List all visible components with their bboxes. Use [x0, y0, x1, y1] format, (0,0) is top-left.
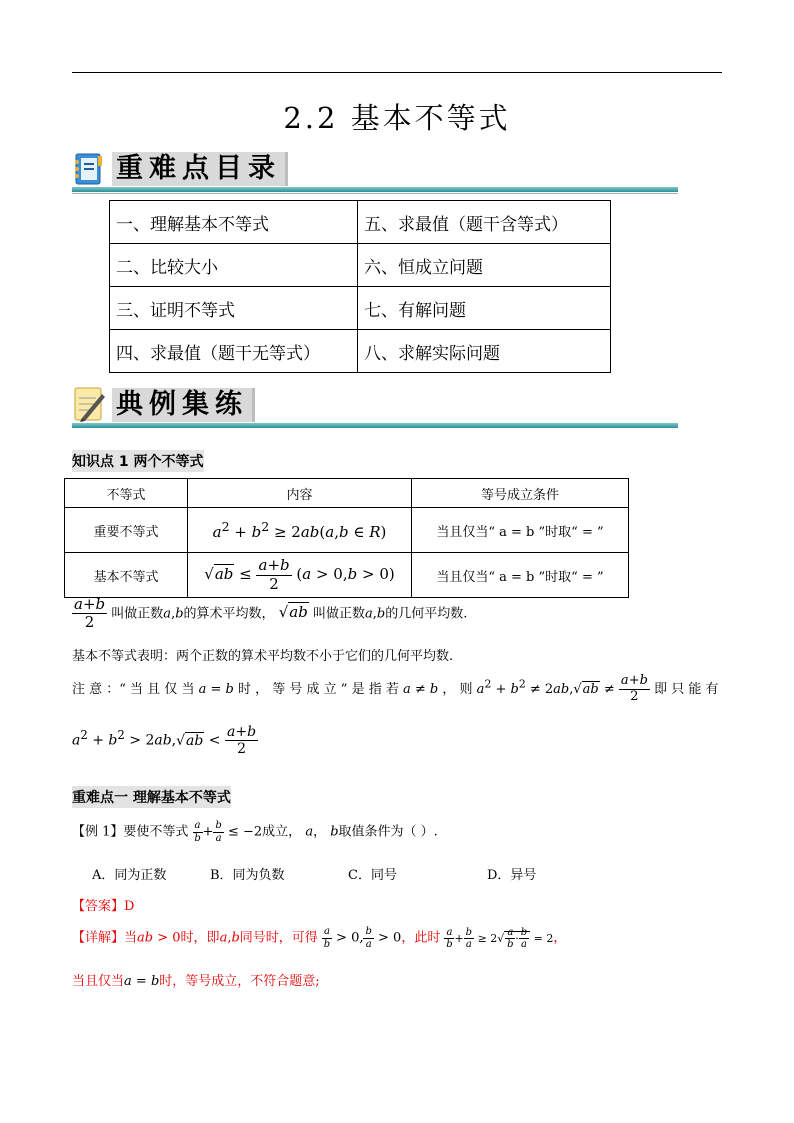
banner-bar	[72, 187, 678, 192]
detail-line-1: 【详解】当ab > 0时，即a,b同号时，可得 $\frac{a}{b}$ > 0, $\frac{b}{a}$ > 0，此时 $\frac{a}{b}$ + $\frac{b}{a}$ ≥ 2√ $\frac{a}{b}$ · $\frac{b}{a}$ = 2，	[72, 926, 567, 950]
column-header: 等号成立条件	[412, 479, 629, 508]
answer: 【答案】D	[72, 899, 135, 914]
notebook-icon	[72, 152, 106, 188]
note-strict: $a^2 + b^2 > 2ab,√ab$ < $\frac{a+b}{2}$	[72, 724, 257, 758]
banner-label: 典例集练	[112, 388, 255, 422]
formula-important: $a^2 + b^2 \ge 2ab(a,b$ ∈ R)	[188, 508, 412, 553]
table-row	[65, 479, 629, 508]
column-header: 内容	[188, 479, 412, 508]
table-row	[65, 508, 629, 553]
toc-cell[interactable]: 五、求最值（题干含等式）	[358, 201, 611, 244]
option-c[interactable]: C．同号	[348, 868, 397, 883]
example-1: 【例 1】要使不等式 $\frac{a}{b}$ + $\frac{b}{a}$ ≤ −2成立， a， b取值条件为（ ）.	[72, 820, 438, 844]
table-row	[110, 287, 611, 330]
toc-table	[109, 200, 611, 373]
page-title: 2.2 基本不等式	[283, 101, 511, 135]
note-equality: 注 意 ：“ 当 且 仅 当 a = b 时 ， 等 号 成 立 ” 是 指 若 a ≠ b ， 则 $a^2 + b^2 \ne 2ab,√ab$ ≠ $\frac{a+b}{2}$ 即 只 能 有	[72, 673, 719, 704]
banner-examples	[72, 384, 678, 432]
toc-cell[interactable]: 八、求解实际问题	[358, 330, 611, 373]
mean-definition: $\frac{a+b}{2}$ 叫做正数a,b的算术平均数， √ab 叫做正数a,b的几何平均数.	[74, 595, 468, 632]
option-a[interactable]: A．同为正数	[92, 868, 167, 883]
detail-line-2: 当且仅当a = b时，等号成立，不符合题意;	[72, 974, 320, 989]
toc-cell[interactable]: 二、比较大小	[110, 244, 358, 287]
row-name: 基本不等式	[65, 553, 188, 598]
banner-bar	[72, 423, 678, 428]
header-rule	[72, 72, 722, 73]
option-d[interactable]: D．异号	[487, 868, 537, 883]
inequality-table	[64, 478, 629, 598]
toc-cell[interactable]: 一、理解基本不等式	[110, 201, 358, 244]
toc-cell[interactable]: 七、有解问题	[358, 287, 611, 330]
note-basic: 基本不等式表明：两个正数的算术平均数不小于它们的几何平均数.	[72, 649, 454, 664]
toc-cell[interactable]: 四、求最值（题干无等式）	[110, 330, 358, 373]
banner-label: 重难点目录	[112, 152, 288, 186]
row-condition: 当且仅当“ a = b ”时取“ = ”	[412, 553, 629, 598]
table-row	[110, 330, 611, 373]
row-condition: 当且仅当“ a = b ”时取“ = ”	[412, 508, 629, 553]
table-row	[110, 201, 611, 244]
formula-basic: √ab ≤ $\frac{a+b}{2}$ (a > 0,b > 0)	[188, 553, 412, 598]
table-row	[110, 244, 611, 287]
column-header: 不等式	[65, 479, 188, 508]
banner-key-points	[72, 152, 678, 192]
section-heading: 知识点 1 两个不等式	[72, 450, 204, 472]
pencil-note-icon	[72, 384, 106, 420]
row-name: 重要不等式	[65, 508, 188, 553]
option-b[interactable]: B．同为负数	[210, 868, 285, 883]
section-heading: 重难点一 理解基本不等式	[72, 786, 231, 808]
table-row	[65, 553, 629, 598]
toc-cell[interactable]: 六、恒成立问题	[358, 244, 611, 287]
toc-cell[interactable]: 三、证明不等式	[110, 287, 358, 330]
